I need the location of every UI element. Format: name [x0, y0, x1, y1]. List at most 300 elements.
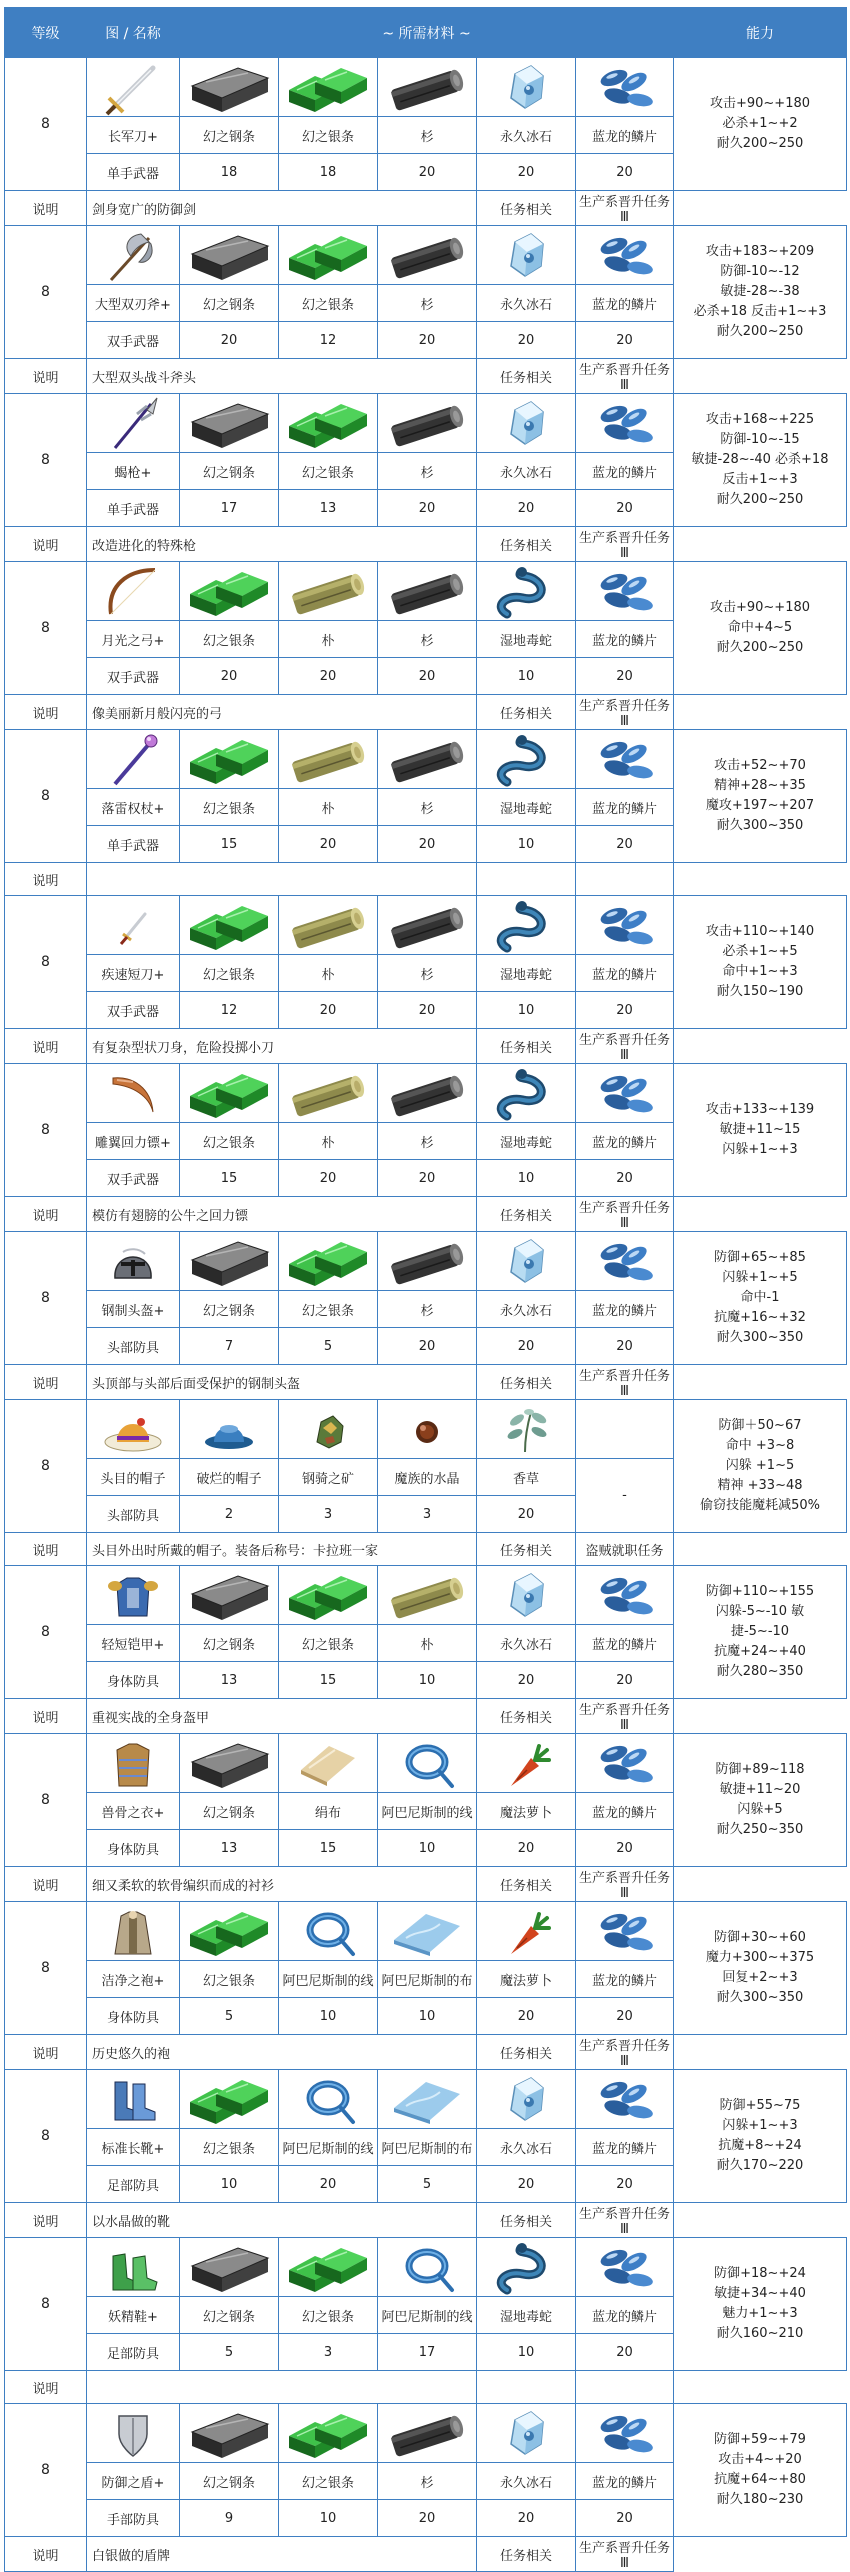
material-name: 魔法萝卜 [477, 1961, 576, 1998]
material-name: 永久冰石 [477, 453, 576, 490]
material-icon-cell [477, 2070, 576, 2129]
ice-stone-icon [483, 396, 569, 452]
item-level: 8 [5, 1232, 87, 1365]
material-name: 幻之银条 [180, 1123, 279, 1160]
material-name: 幻之钢条 [180, 1793, 279, 1830]
ability-line: 防御-10~-15 [720, 432, 800, 447]
item-abilities [674, 2404, 847, 2537]
item-slot [477, 2371, 576, 2404]
material-name: 永久冰石 [477, 1625, 576, 1662]
ability-line: 命中 +3~8 [725, 1438, 795, 1453]
desc-label: 说明 [5, 863, 87, 896]
item-icon-cell [87, 58, 180, 117]
material-qty: 10 [279, 1998, 378, 2035]
item-abilities [674, 1734, 847, 1867]
silver-bar-icon [186, 2072, 272, 2128]
material-icon-cell [576, 2238, 674, 2297]
recipe-table [4, 7, 847, 2572]
item-icon-row [5, 2404, 847, 2463]
material-icon-cell [279, 2070, 378, 2129]
material-qty: 20 [378, 658, 477, 695]
material-icon-cell [378, 394, 477, 453]
material-name: 杉 [378, 285, 477, 322]
material-icon-cell [378, 1400, 477, 1459]
material-qty: 15 [180, 826, 279, 863]
ability-line: 攻击+90~+180 [709, 96, 811, 111]
material-name: 阿巴尼斯制的线 [378, 1793, 477, 1830]
material-icon-cell [180, 1400, 279, 1459]
material-name: 杉 [378, 1123, 477, 1160]
material-icon-cell [477, 562, 576, 621]
thread-icon [285, 2072, 371, 2128]
item-icon-cell [87, 226, 180, 285]
ability-line: 攻击+52~+70 [714, 758, 806, 773]
item-description [87, 863, 477, 896]
ice-stone-icon [483, 228, 569, 284]
item-icon-cell [87, 2070, 180, 2129]
desc-label: 说明 [5, 2035, 87, 2070]
material-name: 幻之银条 [279, 1625, 378, 1662]
material-qty: 20 [576, 658, 674, 695]
item-slot: 任务相关 [477, 191, 576, 226]
item-description: 头顶部与头部后面受保护的钢制头盔 [87, 1365, 477, 1400]
dragon-scale-icon [582, 1904, 668, 1960]
material-qty: 3 [279, 2334, 378, 2371]
item-source: 生产系晋升任务Ⅲ [576, 1699, 674, 1734]
material-qty: 20 [576, 1160, 674, 1197]
ability-line: 命中+1~+3 [722, 964, 798, 979]
ability-line: 耐久300~350 [716, 1990, 804, 2005]
material-name: 幻之钢条 [180, 1291, 279, 1328]
material-name: 蓝龙的鳞片 [576, 1793, 674, 1830]
dragon-scale-icon [582, 396, 668, 452]
item-source: 生产系晋升任务Ⅲ [576, 1365, 674, 1400]
item-abilities [674, 730, 847, 863]
material-name: 蓝龙的鳞片 [576, 1123, 674, 1160]
item-name: 妖精鞋+ [87, 2297, 180, 2334]
item-description: 细又柔软的软骨编织而成的衬衫 [87, 1867, 477, 1902]
material-name: 蓝龙的鳞片 [576, 285, 674, 322]
silver-bar-icon [285, 2240, 371, 2296]
ability-line: 耐久180~230 [716, 2492, 804, 2507]
material-icon-cell [378, 730, 477, 789]
item-icon-row [5, 394, 847, 453]
material-icon-cell [576, 1734, 674, 1793]
material-name: 杉 [378, 453, 477, 490]
material-icon-cell [279, 1400, 378, 1459]
material-name: 幻之银条 [279, 2463, 378, 2500]
material-icon-cell [279, 1064, 378, 1123]
material-name: 幻之银条 [279, 1291, 378, 1328]
desc-label: 说明 [5, 2203, 87, 2238]
item-level: 8 [5, 2238, 87, 2371]
ability-line: 必杀+1~+5 [722, 944, 798, 959]
item-source: 生产系晋升任务Ⅲ [576, 1029, 674, 1064]
material-icon-cell [576, 1902, 674, 1961]
material-name: 阿巴尼斯制的线 [279, 1961, 378, 1998]
material-name: 朴 [279, 955, 378, 992]
material-name: 湿地毒蛇 [477, 2297, 576, 2334]
desc-label: 说明 [5, 1867, 87, 1902]
material-qty: 20 [576, 1328, 674, 1365]
dragon-scale-icon [582, 898, 668, 954]
material-icon-cell [477, 1400, 576, 1459]
material-icon-cell [378, 2238, 477, 2297]
item-type: 手部防具 [87, 2500, 180, 2537]
thread-icon [384, 2240, 470, 2296]
ability-line: 耐久200~250 [716, 136, 804, 151]
item-icon-cell [87, 562, 180, 621]
material-qty: 10 [378, 1830, 477, 1867]
item-icon-row [5, 226, 847, 285]
material-name: 阿巴尼斯制的布 [378, 1961, 477, 1998]
item-type: 单手武器 [87, 826, 180, 863]
ability-line: 攻击+168~+225 [705, 412, 815, 427]
ability-line: 回复+2~+3 [722, 1970, 798, 1985]
item-abilities [674, 1902, 847, 2035]
material-qty: 10 [180, 2166, 279, 2203]
material-qty: 5 [180, 1998, 279, 2035]
material-name: 蓝龙的鳞片 [576, 955, 674, 992]
item-desc-row [5, 1867, 847, 1902]
item-icon-cell [87, 1734, 180, 1793]
material-name: 蓝龙的鳞片 [576, 1625, 674, 1662]
material-icon-cell [180, 1566, 279, 1625]
material-qty: 20 [378, 154, 477, 191]
material-qty: 10 [477, 658, 576, 695]
item-icon-row [5, 1064, 847, 1123]
item-type: 双手武器 [87, 322, 180, 359]
material-icon-cell [576, 394, 674, 453]
ability-line: 敏捷+11~15 [719, 1122, 801, 1137]
ability-line: 耐久300~350 [716, 1330, 804, 1345]
material-qty: 9 [180, 2500, 279, 2537]
item-type: 身体防具 [87, 1662, 180, 1699]
material-qty: 15 [279, 1830, 378, 1867]
item-slot: 任务相关 [477, 1197, 576, 1232]
item-slot: 任务相关 [477, 1029, 576, 1064]
dragon-scale-icon [582, 2240, 668, 2296]
material-qty: 20 [576, 2334, 674, 2371]
dragon-scale-icon [582, 228, 668, 284]
table-header-row [5, 8, 847, 58]
pure-robe-icon [93, 1904, 173, 1960]
cedar-log-icon [384, 564, 470, 620]
material-icon-cell [477, 1566, 576, 1625]
item-abilities [674, 1064, 847, 1197]
item-abilities [674, 562, 847, 695]
material-name: 幻之银条 [180, 621, 279, 658]
header-materials: ~ 所需材料 ~ [180, 8, 674, 58]
item-slot: 任务相关 [477, 2537, 576, 2572]
silver-bar-icon [285, 1568, 371, 1624]
material-name: 湿地毒蛇 [477, 1123, 576, 1160]
item-type: 双手武器 [87, 658, 180, 695]
ability-line: 防御+18~+24 [714, 2266, 806, 2281]
material-qty: 20 [477, 1998, 576, 2035]
material-qty: 20 [378, 1328, 477, 1365]
item-source: 生产系晋升任务Ⅲ [576, 527, 674, 562]
item-name: 兽骨之衣+ [87, 1793, 180, 1830]
ice-stone-icon [483, 2406, 569, 2462]
material-icon-cell [180, 730, 279, 789]
item-description: 白银做的盾牌 [87, 2537, 477, 2572]
item-name: 雕翼回力镖+ [87, 1123, 180, 1160]
ability-line: 必杀+1~+2 [722, 116, 798, 131]
ability-line: 闪躲+5 [737, 1802, 783, 1817]
item-abilities [674, 2070, 847, 2203]
ability-line: 闪躲+1~+3 [722, 1142, 798, 1157]
material-qty: 20 [576, 490, 674, 527]
material-icon-cell [180, 2404, 279, 2463]
material-qty: 10 [279, 2500, 378, 2537]
item-icon-cell [87, 1232, 180, 1291]
material-name: 杉 [378, 621, 477, 658]
material-qty: 10 [477, 1160, 576, 1197]
ability-line: 反击+1~+3 [722, 472, 798, 487]
item-name: 轻短铠甲+ [87, 1625, 180, 1662]
item-source [576, 863, 674, 896]
material-icon-cell [576, 226, 674, 285]
material-name: 永久冰石 [477, 2463, 576, 2500]
material-name: 幻之银条 [180, 2129, 279, 2166]
axe-icon [93, 228, 173, 284]
item-slot: 任务相关 [477, 359, 576, 394]
material-icon-cell [576, 1566, 674, 1625]
item-desc-row [5, 2203, 847, 2238]
material-qty: 17 [180, 490, 279, 527]
material-qty: 20 [477, 1496, 576, 1533]
desc-label: 说明 [5, 1029, 87, 1064]
item-desc-row [5, 2035, 847, 2070]
item-icon-row [5, 730, 847, 789]
material-name: 幻之银条 [279, 2297, 378, 2334]
ice-stone-icon [483, 60, 569, 116]
material-icon-cell [477, 896, 576, 955]
hackberry-log-icon [285, 1066, 371, 1122]
item-icon-row [5, 896, 847, 955]
item-name: 疾速短刀+ [87, 955, 180, 992]
swamp-viper-icon [483, 564, 569, 620]
ability-line: 魔力+300~+375 [705, 1950, 815, 1965]
item-level: 8 [5, 896, 87, 1029]
item-slot: 任务相关 [477, 1365, 576, 1400]
item-name: 蝎枪+ [87, 453, 180, 490]
material-name: 幻之钢条 [180, 1625, 279, 1662]
spear-icon [93, 396, 173, 452]
material-icon-cell [378, 2404, 477, 2463]
item-type: 双手武器 [87, 1160, 180, 1197]
header-ability: 能力 [674, 8, 847, 58]
steel-bar-icon [186, 2406, 272, 2462]
material-qty: 12 [180, 992, 279, 1029]
material-icon-cell [378, 1566, 477, 1625]
ability-line: 耐久200~250 [716, 492, 804, 507]
header-name: 图 / 名称 [87, 8, 180, 58]
material-icon-cell [180, 2238, 279, 2297]
hackberry-log-icon [285, 732, 371, 788]
item-name: 落雷权杖+ [87, 789, 180, 826]
thread-icon [384, 1736, 470, 1792]
material-name: 幻之钢条 [180, 2463, 279, 2500]
ability-line: 防御+30~+60 [714, 1930, 806, 1945]
ability-line: 防御-10~-12 [720, 264, 800, 279]
material-name: 蓝龙的鳞片 [576, 1961, 674, 1998]
item-icon-cell [87, 1566, 180, 1625]
material-icon-cell [279, 226, 378, 285]
material-icon-cell [477, 730, 576, 789]
material-qty: 10 [378, 1998, 477, 2035]
item-icon-cell [87, 1064, 180, 1123]
light-armor-icon [93, 1568, 173, 1624]
material-qty: 20 [477, 322, 576, 359]
swamp-viper-icon [483, 898, 569, 954]
item-desc-row [5, 695, 847, 730]
material-name: 朴 [279, 621, 378, 658]
material-icon-cell [180, 1734, 279, 1793]
item-abilities [674, 226, 847, 359]
steel-bar-icon [186, 1234, 272, 1290]
ability-line: 魔攻+197~+207 [705, 798, 815, 813]
material-icon-cell [279, 1902, 378, 1961]
ability-line: 闪躲+1~+3 [722, 2118, 798, 2133]
recipe-rows [5, 58, 847, 2572]
bone-garment-icon [93, 1736, 173, 1792]
item-source: 生产系晋升任务Ⅲ [576, 695, 674, 730]
item-level: 8 [5, 1902, 87, 2035]
material-qty: 20 [576, 1830, 674, 1867]
material-qty: 20 [279, 826, 378, 863]
material-name: 蓝龙的鳞片 [576, 2297, 674, 2334]
material-qty: 10 [477, 2334, 576, 2371]
ability-line: 防御+110~+155 [705, 1584, 815, 1599]
material-qty: 13 [180, 1662, 279, 1699]
desc-label: 说明 [5, 527, 87, 562]
material-qty: 20 [180, 658, 279, 695]
item-abilities [674, 2238, 847, 2371]
material-qty: 5 [180, 2334, 279, 2371]
item-icon-cell [87, 394, 180, 453]
material-name: 幻之钢条 [180, 2297, 279, 2334]
helmet-icon [93, 1234, 173, 1290]
cedar-log-icon [384, 60, 470, 116]
material-name: 钢骑之矿 [279, 1459, 378, 1496]
desc-label: 说明 [5, 191, 87, 226]
item-icon-cell [87, 2404, 180, 2463]
desc-label: 说明 [5, 1699, 87, 1734]
item-name: 月光之弓+ [87, 621, 180, 658]
ability-line: 攻击+133~+139 [705, 1102, 815, 1117]
item-desc-row [5, 2371, 847, 2404]
item-name: 头目的帽子 [87, 1459, 180, 1496]
item-type: 身体防具 [87, 1998, 180, 2035]
dragon-scale-icon [582, 732, 668, 788]
thread-icon [285, 1904, 371, 1960]
material-icon-cell [477, 226, 576, 285]
material-icon-cell [279, 394, 378, 453]
item-icon-row [5, 1400, 847, 1459]
material-name: 蓝龙的鳞片 [576, 621, 674, 658]
item-icon-cell [87, 730, 180, 789]
material-icon-cell [477, 394, 576, 453]
item-desc-row [5, 863, 847, 896]
item-desc-row [5, 1197, 847, 1232]
item-desc-row [5, 191, 847, 226]
dagger-icon [93, 898, 173, 954]
ability-line: 抗魔+8~+24 [718, 2138, 802, 2153]
hackberry-log-icon [384, 1568, 470, 1624]
cedar-log-icon [384, 2406, 470, 2462]
material-icon-cell [279, 1232, 378, 1291]
item-icon-row [5, 1734, 847, 1793]
silver-bar-icon [186, 1066, 272, 1122]
material-icon-cell [477, 1232, 576, 1291]
material-name: 破烂的帽子 [180, 1459, 279, 1496]
material-icon-cell [279, 58, 378, 117]
material-qty: 13 [180, 1830, 279, 1867]
desc-label: 说明 [5, 1533, 87, 1566]
item-description: 头目外出时所戴的帽子。装备后称号：卡拉班一家 [87, 1533, 477, 1566]
steel-bar-icon [186, 60, 272, 116]
material-icon-cell [180, 896, 279, 955]
item-description: 改造进化的特殊枪 [87, 527, 477, 562]
material-icon-cell [576, 896, 674, 955]
item-type: 头部防具 [87, 1328, 180, 1365]
material-qty: 20 [378, 1160, 477, 1197]
silk-cloth-icon [285, 1736, 371, 1792]
silver-bar-icon [285, 228, 371, 284]
ability-line: 防御+65~+85 [714, 1250, 806, 1265]
cedar-log-icon [384, 228, 470, 284]
item-level: 8 [5, 394, 87, 527]
material-qty: 20 [576, 992, 674, 1029]
item-type: 单手武器 [87, 154, 180, 191]
ability-line: 耐久160~210 [716, 2326, 804, 2341]
item-desc-row [5, 1365, 847, 1400]
material-name: 永久冰石 [477, 1291, 576, 1328]
steel-bar-icon [186, 396, 272, 452]
material-qty: 20 [576, 154, 674, 191]
hackberry-log-icon [285, 564, 371, 620]
ability-line: 敏捷+34~+40 [714, 2286, 806, 2301]
steel-bar-icon [186, 1568, 272, 1624]
ability-line: 耐久200~250 [716, 640, 804, 655]
material-name: - [576, 1459, 674, 1533]
item-description: 模仿有翅膀的公牛之回力镖 [87, 1197, 477, 1232]
ability-line: 捷-5~-10 [730, 1624, 790, 1639]
material-icon-cell [477, 58, 576, 117]
item-abilities [674, 896, 847, 1029]
cedar-log-icon [384, 1066, 470, 1122]
material-icon-cell [378, 2070, 477, 2129]
material-name: 绢布 [279, 1793, 378, 1830]
material-name: 朴 [279, 789, 378, 826]
material-icon-cell [477, 1902, 576, 1961]
material-qty: 10 [477, 992, 576, 1029]
item-level: 8 [5, 2070, 87, 2203]
item-description: 大型双头战斗斧头 [87, 359, 477, 394]
material-name: 朴 [279, 1123, 378, 1160]
sword-icon [93, 60, 173, 116]
material-qty: 20 [477, 1830, 576, 1867]
cedar-log-icon [384, 898, 470, 954]
material-name: 幻之银条 [279, 117, 378, 154]
dragon-scale-icon [582, 60, 668, 116]
item-icon-row [5, 1902, 847, 1961]
item-slot: 任务相关 [477, 2203, 576, 2238]
ability-line: 攻击+183~+209 [705, 244, 815, 259]
material-qty: 20 [180, 322, 279, 359]
